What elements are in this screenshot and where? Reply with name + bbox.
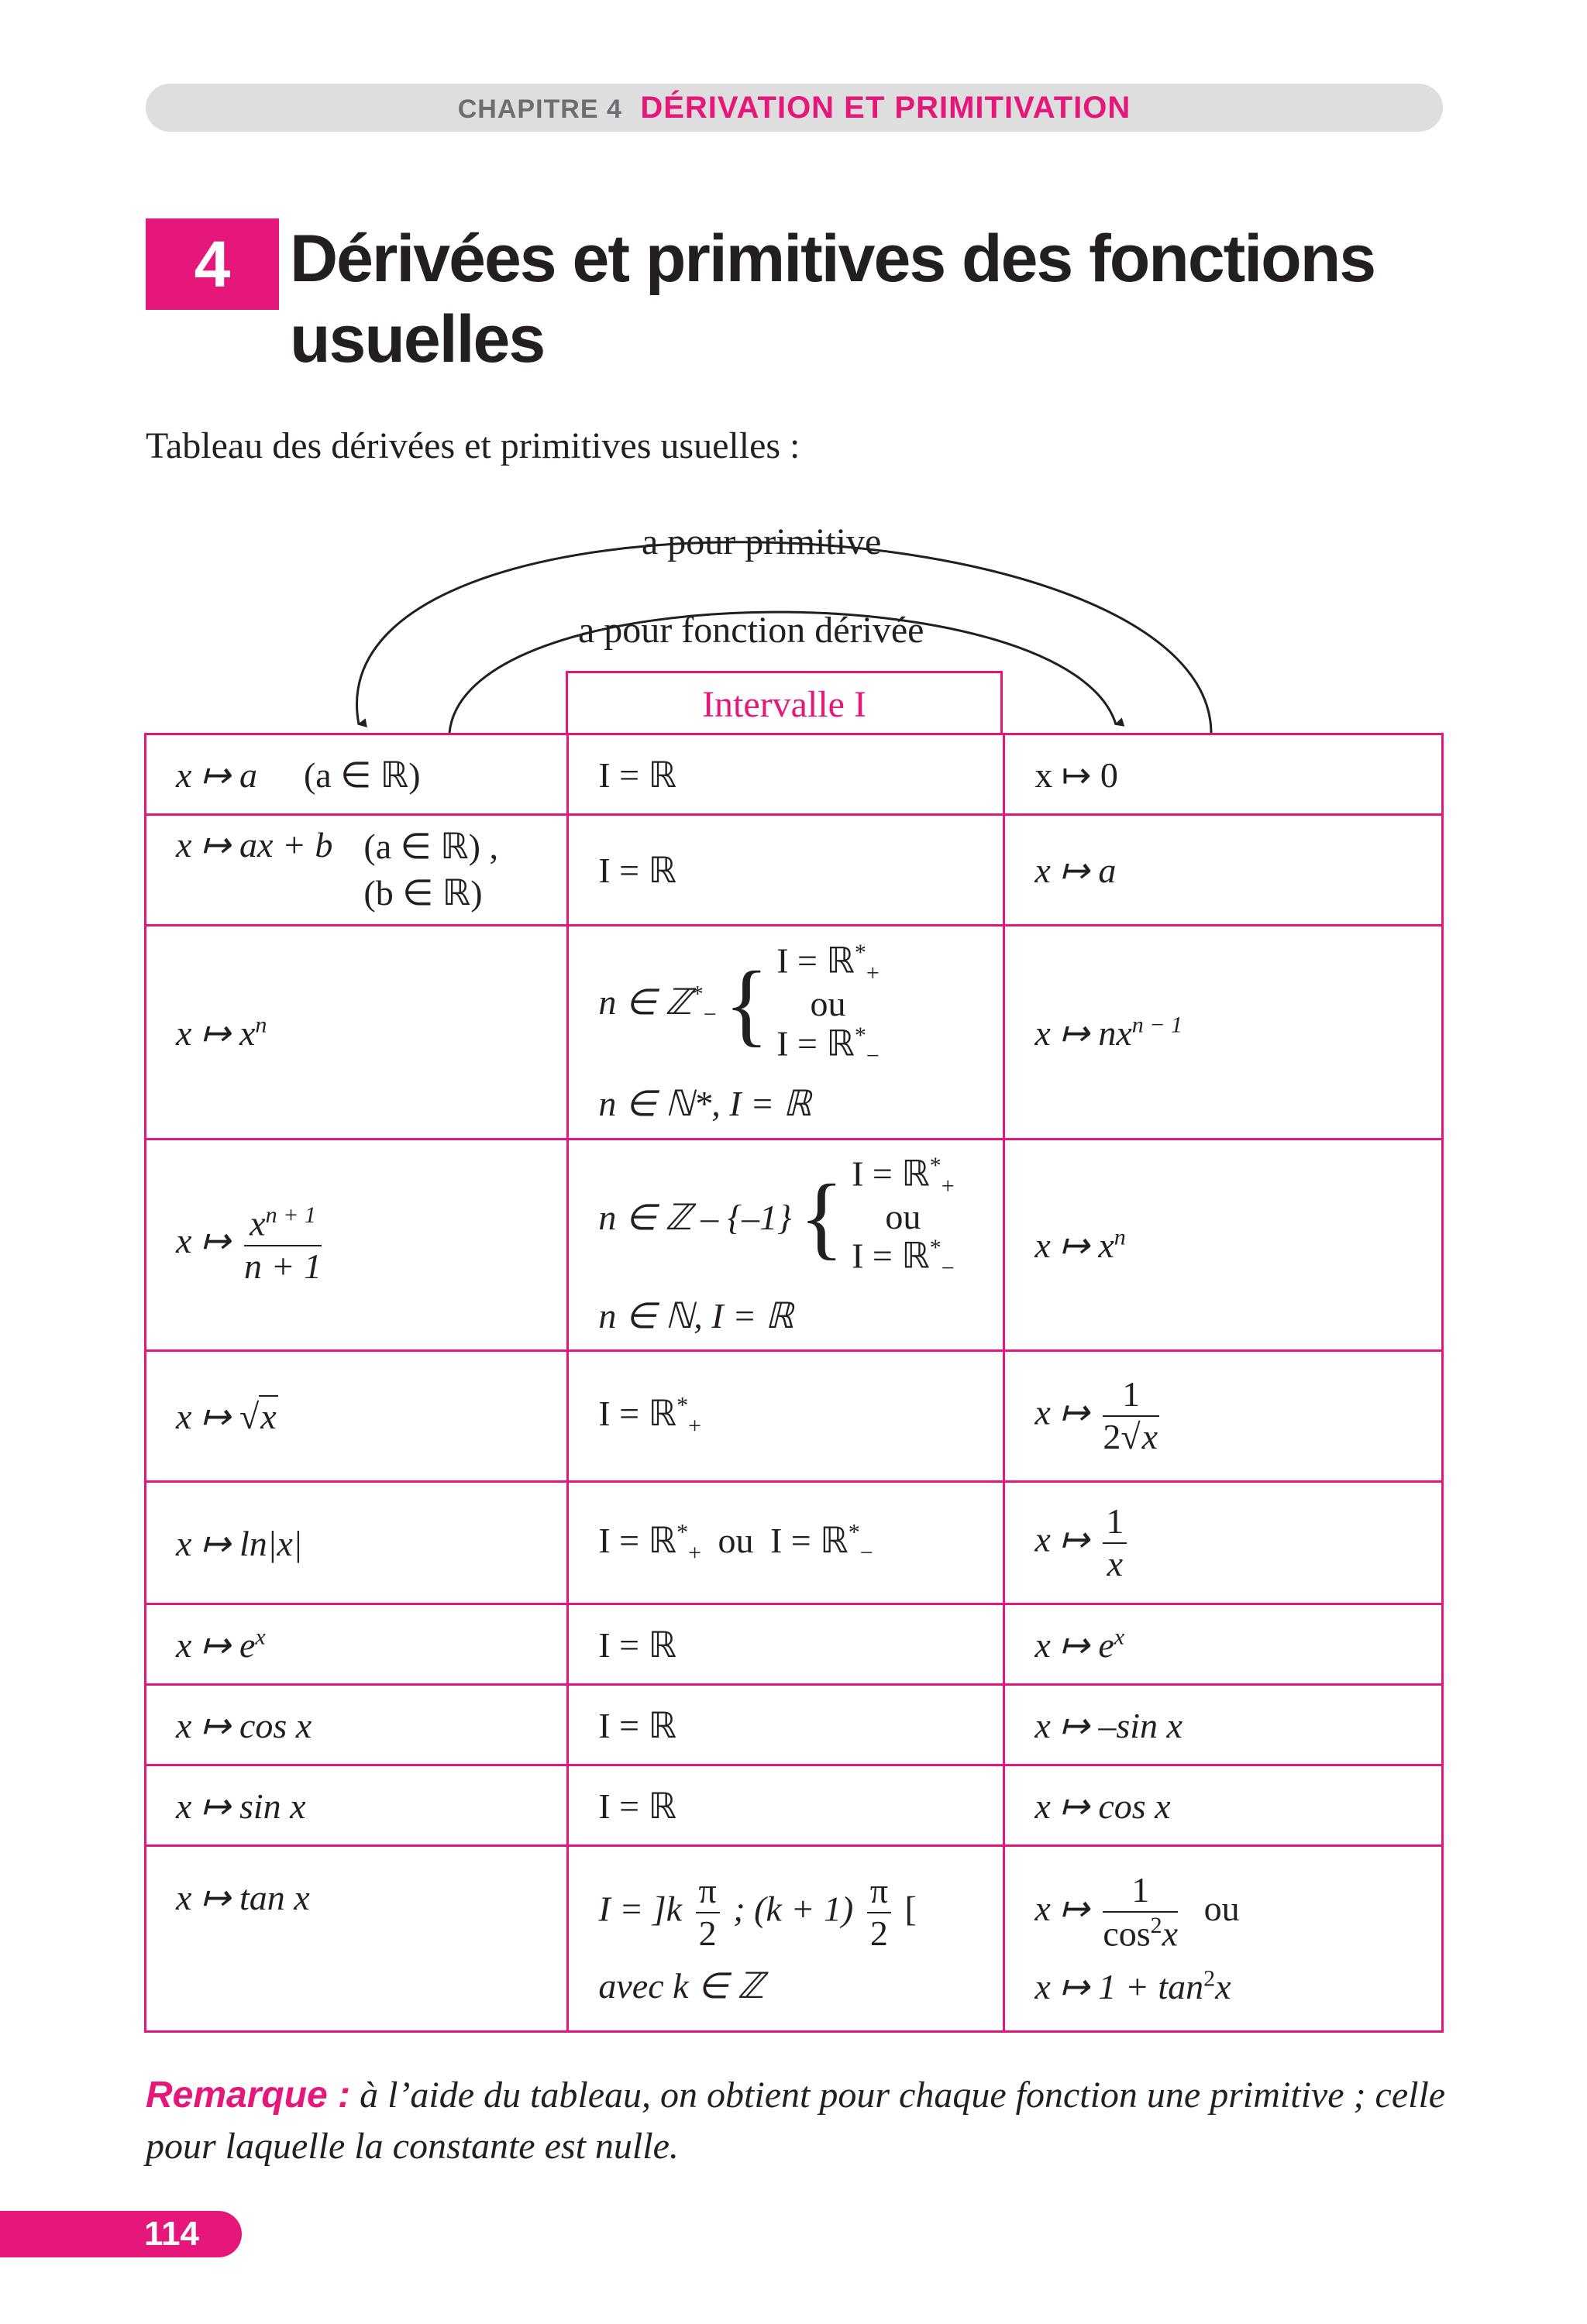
table-row [146,1351,1443,1482]
table-row [146,1604,1443,1685]
function-cell: x ↦ √x [146,1351,568,1482]
function-cell: x ↦ ax + b (a ∈ ℝ) , (b ∈ ℝ) [146,815,568,926]
derivative-cell: x ↦ $\frac{1}{x}$ [1004,1482,1443,1604]
interval-cell: n ∈ ℤ – {–1} { I = ℝ*$_+$ ou I = ℝ*$_-$ n ∈ ℕ, I = ℝ [568,1140,1004,1351]
interval-cell: I = ℝ*$_+$ ou I = ℝ*$_-$ [568,1482,1004,1604]
function-cell: x ↦ $e^x$ [146,1604,568,1685]
interval-cell: I = ℝ [568,815,1004,926]
function-cell: x ↦ $x^n$ [146,926,568,1140]
intro-text: Tableau des dérivées et primitives usuelles : [146,425,800,466]
function-cell: x ↦ a (a ∈ ℝ) [146,734,568,815]
interval-cell: I = ℝ [568,1685,1004,1765]
function-cell: x ↦ cos x [146,1685,568,1765]
table-row [146,926,1443,1140]
derivative-cell: x ↦ $e^x$ [1004,1604,1443,1685]
function-cell: x ↦ $\frac{x^{n + 1}}{n + 1}$ [146,1140,568,1351]
chapter-number: CHAPITRE 4 [457,95,622,124]
derivative-cell: x ↦ $\frac{1}{2√x}$ [1004,1351,1443,1482]
derivative-cell: x ↦ a [1004,815,1443,926]
derivative-cell: x ↦ $nx^{n - 1}$ [1004,926,1443,1140]
interval-cell: I = ℝ [568,734,1004,815]
derivative-cell: x ↦ $x^n$ [1004,1140,1443,1351]
chapter-title: DÉRIVATION ET PRIMITIVATION [640,91,1131,125]
page-number: 114 [0,2211,242,2257]
interval-cell: I = ℝ [568,1765,1004,1846]
interval-cell: n ∈ ℤ*$_-$ { I = ℝ*$_+$ ou I = ℝ*$_-$ n ∈ ℕ*, I = ℝ [568,926,1004,1140]
interval-cell: I = ℝ*$_+$ [568,1351,1004,1482]
remark [146,2070,1448,2172]
derivative-cell: x ↦ $\frac{1}{\cos^2x}$ ou x ↦ $1 + \tan^2x$ [1004,1846,1443,2032]
table-row [146,1765,1443,1846]
section-title: Dérivées et primitives des fonctions usuelles [290,222,1375,376]
function-cell: x ↦ ln|x| [146,1482,568,1604]
table-row [146,734,1443,815]
table-row [146,1482,1443,1604]
derivative-cell: x ↦ cos x [1004,1765,1443,1846]
table-row [146,1846,1443,2032]
interval-cell: I = ]k $\frac{\pi}{2}$ ; (k + 1) $\frac{\pi}{2}$ [ avec k ∈ ℤ [568,1846,1004,2032]
interval-cell: I = ℝ [568,1604,1004,1685]
remark-text: à l’aide du tableau, on obtient pour chaque fonction une primitive ; celle pour laquelle la constante est nulle. [146,2075,1446,2167]
section-number: 4 [146,218,279,310]
derivative-cell: x ↦ 0 [1004,734,1443,815]
table-row [146,1140,1443,1351]
table-row [146,1685,1443,1765]
derivative-label: a pour fonction dérivée [578,610,924,651]
function-cell: x ↦ tan x [146,1846,568,2032]
derivatives-table [144,733,1444,2033]
primitive-label: a pour primitive [642,521,882,562]
intervalle-header: Intervalle I [566,671,1003,734]
table-row [146,815,1443,926]
function-cell: x ↦ sin x [146,1765,568,1846]
remark-label: Remarque : [146,2075,351,2116]
derivative-cell: x ↦ –sin x [1004,1685,1443,1765]
